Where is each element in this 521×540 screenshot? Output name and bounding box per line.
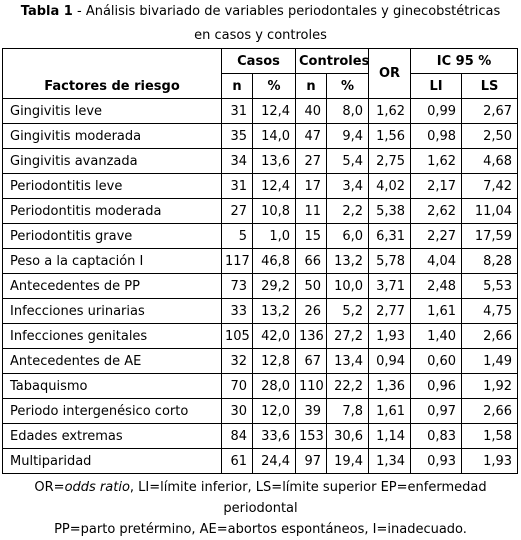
row-cases-pct: 14,0 xyxy=(253,124,296,149)
row-li: 4,04 xyxy=(411,249,462,274)
row-or: 1,93 xyxy=(369,324,411,349)
row-or: 1,14 xyxy=(369,424,411,449)
row-or: 3,71 xyxy=(369,274,411,299)
row-cases-pct: 29,2 xyxy=(253,274,296,299)
row-cases-n: 33 xyxy=(222,299,253,324)
row-cases-pct: 12,8 xyxy=(253,349,296,374)
row-cases-n: 27 xyxy=(222,199,253,224)
row-controls-pct: 19,4 xyxy=(327,449,369,474)
footnote-line-1 xyxy=(0,477,521,519)
table-row xyxy=(3,374,518,399)
header-controls-pct: % xyxy=(327,74,369,99)
row-cases-n: 30 xyxy=(222,399,253,424)
row-factor: Gingivitis avanzada xyxy=(3,149,222,174)
row-or: 0,94 xyxy=(369,349,411,374)
row-li: 0,97 xyxy=(411,399,462,424)
table-footnote xyxy=(0,477,521,540)
row-cases-n: 73 xyxy=(222,274,253,299)
row-cases-pct: 13,6 xyxy=(253,149,296,174)
row-ls: 1,49 xyxy=(462,349,518,374)
table-row xyxy=(3,399,518,424)
row-cases-n: 31 xyxy=(222,99,253,124)
row-ls: 2,66 xyxy=(462,399,518,424)
row-ls: 4,75 xyxy=(462,299,518,324)
row-factor: Multiparidad xyxy=(3,449,222,474)
row-or: 5,38 xyxy=(369,199,411,224)
row-factor: Periodo intergenésico corto xyxy=(3,399,222,424)
row-cases-pct: 46,8 xyxy=(253,249,296,274)
row-ls: 17,59 xyxy=(462,224,518,249)
row-factor: Tabaquismo xyxy=(3,374,222,399)
row-or: 6,31 xyxy=(369,224,411,249)
row-li: 2,27 xyxy=(411,224,462,249)
row-factor: Periodontitis leve xyxy=(3,174,222,199)
row-controls-pct: 9,4 xyxy=(327,124,369,149)
row-cases-n: 35 xyxy=(222,124,253,149)
row-controls-pct: 5,4 xyxy=(327,149,369,174)
table-row xyxy=(3,124,518,149)
caption-text-1: - Análisis bivariado de variables periodontales y ginecobstétricas xyxy=(72,4,501,19)
header-controls-n: n xyxy=(296,74,327,99)
header-factor: Factores de riesgo xyxy=(3,49,222,99)
row-controls-pct: 6,0 xyxy=(327,224,369,249)
row-factor: Antecedentes de PP xyxy=(3,274,222,299)
table-row xyxy=(3,324,518,349)
table-row xyxy=(3,249,518,274)
row-cases-n: 84 xyxy=(222,424,253,449)
footnote-or-prefix: OR= xyxy=(34,480,65,495)
row-cases-pct: 1,0 xyxy=(253,224,296,249)
row-ls: 11,04 xyxy=(462,199,518,224)
row-cases-pct: 33,6 xyxy=(253,424,296,449)
row-controls-n: 26 xyxy=(296,299,327,324)
row-controls-n: 136 xyxy=(296,324,327,349)
row-controls-pct: 5,2 xyxy=(327,299,369,324)
header-cases-n: n xyxy=(222,74,253,99)
row-controls-n: 47 xyxy=(296,124,327,149)
row-cases-pct: 12,4 xyxy=(253,99,296,124)
risk-factors-table xyxy=(2,48,518,474)
row-li: 2,62 xyxy=(411,199,462,224)
row-ls: 1,93 xyxy=(462,449,518,474)
row-factor: Gingivitis leve xyxy=(3,99,222,124)
row-cases-n: 34 xyxy=(222,149,253,174)
row-ls: 7,42 xyxy=(462,174,518,199)
table-row xyxy=(3,274,518,299)
footnote-line-2: PP=parto pretérmino, AE=abortos espontáneos, I=inadecuado. xyxy=(54,522,467,537)
row-controls-n: 27 xyxy=(296,149,327,174)
table-row xyxy=(3,424,518,449)
row-or: 1,61 xyxy=(369,399,411,424)
row-ls: 4,68 xyxy=(462,149,518,174)
row-controls-pct: 13,4 xyxy=(327,349,369,374)
row-ls: 2,66 xyxy=(462,324,518,349)
row-or: 2,75 xyxy=(369,149,411,174)
table-row xyxy=(3,224,518,249)
table-row xyxy=(3,199,518,224)
row-controls-n: 67 xyxy=(296,349,327,374)
table-row xyxy=(3,349,518,374)
row-factor: Peso a la captación I xyxy=(3,249,222,274)
row-controls-pct: 30,6 xyxy=(327,424,369,449)
row-controls-n: 39 xyxy=(296,399,327,424)
table-caption xyxy=(0,0,521,48)
row-or: 1,34 xyxy=(369,449,411,474)
table-row xyxy=(3,149,518,174)
row-ls: 8,28 xyxy=(462,249,518,274)
row-cases-n: 61 xyxy=(222,449,253,474)
row-or: 5,78 xyxy=(369,249,411,274)
row-cases-pct: 13,2 xyxy=(253,299,296,324)
table-body xyxy=(3,99,518,474)
row-li: 1,61 xyxy=(411,299,462,324)
row-li: 0,83 xyxy=(411,424,462,449)
row-ls: 1,92 xyxy=(462,374,518,399)
row-controls-n: 40 xyxy=(296,99,327,124)
row-controls-n: 153 xyxy=(296,424,327,449)
header-controls: Controles xyxy=(296,49,369,74)
row-controls-n: 15 xyxy=(296,224,327,249)
row-controls-pct: 3,4 xyxy=(327,174,369,199)
row-cases-pct: 12,0 xyxy=(253,399,296,424)
row-cases-n: 32 xyxy=(222,349,253,374)
row-factor: Infecciones urinarias xyxy=(3,299,222,324)
row-cases-n: 117 xyxy=(222,249,253,274)
row-li: 1,40 xyxy=(411,324,462,349)
row-controls-pct: 8,0 xyxy=(327,99,369,124)
caption-line-1 xyxy=(0,0,521,24)
row-cases-pct: 10,8 xyxy=(253,199,296,224)
row-cases-n: 5 xyxy=(222,224,253,249)
row-controls-n: 17 xyxy=(296,174,327,199)
footnote-odds-ratio: odds ratio xyxy=(64,480,130,495)
row-cases-pct: 28,0 xyxy=(253,374,296,399)
row-controls-pct: 13,2 xyxy=(327,249,369,274)
row-factor: Infecciones genitales xyxy=(3,324,222,349)
row-controls-pct: 2,2 xyxy=(327,199,369,224)
row-cases-n: 31 xyxy=(222,174,253,199)
row-controls-pct: 10,0 xyxy=(327,274,369,299)
row-li: 0,99 xyxy=(411,99,462,124)
row-controls-n: 50 xyxy=(296,274,327,299)
table-row xyxy=(3,99,518,124)
row-or: 1,56 xyxy=(369,124,411,149)
header-li: LI xyxy=(411,74,462,99)
header-ic: IC 95 % xyxy=(411,49,518,74)
table-row xyxy=(3,174,518,199)
row-cases-n: 70 xyxy=(222,374,253,399)
row-li: 0,96 xyxy=(411,374,462,399)
row-li: 2,17 xyxy=(411,174,462,199)
row-controls-n: 110 xyxy=(296,374,327,399)
row-controls-pct: 7,8 xyxy=(327,399,369,424)
row-or: 1,62 xyxy=(369,99,411,124)
row-li: 0,98 xyxy=(411,124,462,149)
row-controls-pct: 27,2 xyxy=(327,324,369,349)
row-cases-pct: 24,4 xyxy=(253,449,296,474)
header-row-1 xyxy=(3,49,518,74)
row-controls-n: 11 xyxy=(296,199,327,224)
row-ls: 2,50 xyxy=(462,124,518,149)
row-controls-pct: 22,2 xyxy=(327,374,369,399)
row-factor: Periodontitis moderada xyxy=(3,199,222,224)
row-factor: Antecedentes de AE xyxy=(3,349,222,374)
row-li: 2,48 xyxy=(411,274,462,299)
row-or: 1,36 xyxy=(369,374,411,399)
header-or: OR xyxy=(369,49,411,99)
header-cases: Casos xyxy=(222,49,296,74)
row-cases-pct: 42,0 xyxy=(253,324,296,349)
row-ls: 1,58 xyxy=(462,424,518,449)
footnote-rest: , LI=límite inferior, LS=límite superior EP=enfermedad periodontal xyxy=(129,480,487,516)
row-ls: 5,53 xyxy=(462,274,518,299)
row-factor: Edades extremas xyxy=(3,424,222,449)
table-row xyxy=(3,299,518,324)
row-ls: 2,67 xyxy=(462,99,518,124)
caption-line-2: en casos y controles xyxy=(194,28,327,43)
row-li: 1,62 xyxy=(411,149,462,174)
row-controls-n: 97 xyxy=(296,449,327,474)
row-or: 2,77 xyxy=(369,299,411,324)
row-cases-pct: 12,4 xyxy=(253,174,296,199)
header-cases-pct: % xyxy=(253,74,296,99)
row-li: 0,60 xyxy=(411,349,462,374)
row-factor: Gingivitis moderada xyxy=(3,124,222,149)
table-row xyxy=(3,449,518,474)
row-or: 4,02 xyxy=(369,174,411,199)
row-factor: Periodontitis grave xyxy=(3,224,222,249)
row-cases-n: 105 xyxy=(222,324,253,349)
row-controls-n: 66 xyxy=(296,249,327,274)
header-ls: LS xyxy=(462,74,518,99)
caption-label: Tabla 1 xyxy=(20,4,73,19)
row-li: 0,93 xyxy=(411,449,462,474)
